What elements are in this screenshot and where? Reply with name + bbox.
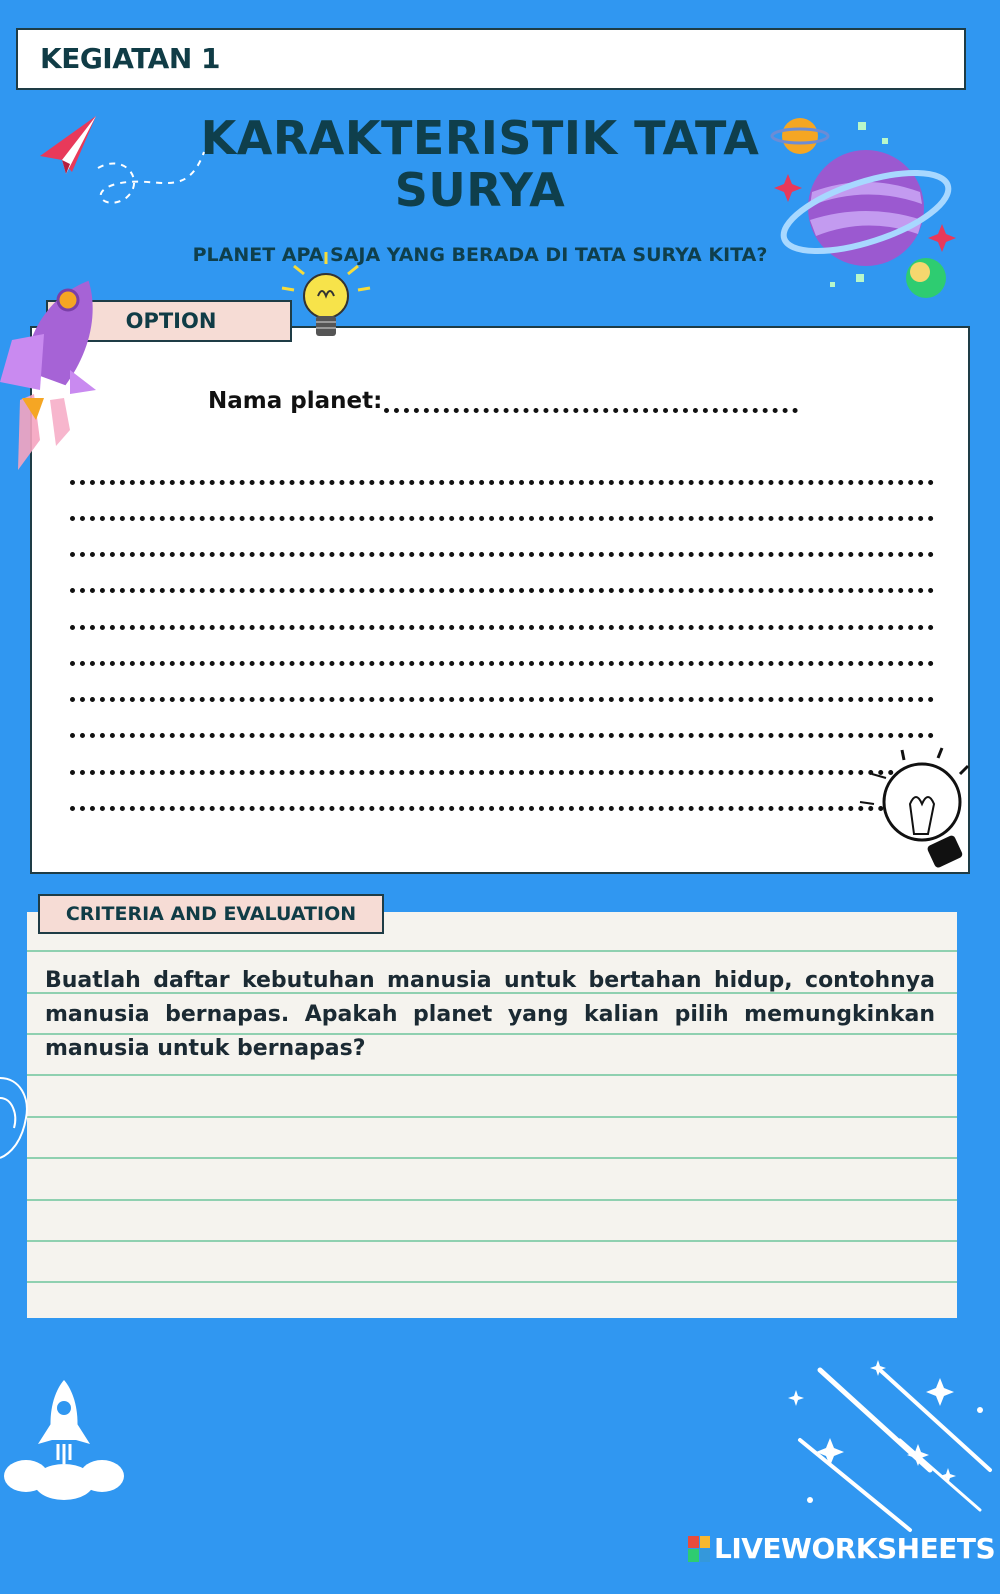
criteria-answer-area[interactable]: [45, 1072, 935, 1302]
paper-plane-icon: [36, 112, 216, 232]
answer-line[interactable]: [70, 806, 934, 811]
answer-line[interactable]: [70, 516, 934, 521]
header-bar: [16, 28, 966, 90]
criteria-tab: [38, 894, 384, 934]
title-line-1: KARAKTERISTIK TATA: [200, 111, 760, 165]
answer-line[interactable]: [70, 588, 934, 593]
answer-line[interactable]: [70, 552, 934, 557]
answer-line[interactable]: [70, 733, 934, 738]
liveworksheets-watermark: [688, 1532, 995, 1565]
criteria-panel: [27, 912, 957, 1318]
satellite-sketch-icon: [0, 1068, 32, 1168]
answer-line[interactable]: [70, 625, 934, 630]
activity-label: KEGIATAN 1: [40, 42, 220, 75]
planet-name-label: Nama planet:: [208, 388, 383, 414]
planet-name-input[interactable]: [384, 408, 798, 413]
answer-line[interactable]: [70, 661, 934, 666]
criteria-tab-label: CRITERIA AND EVALUATION: [65, 903, 357, 925]
criteria-prompt: Buatlah daftar kebutuhan manusia untuk bertahan hidup, contohnya manusia bernapas. Apakah planet yang kalian pilih memungkinkan manusia untuk bernapas?: [45, 968, 935, 1061]
answer-line[interactable]: [70, 697, 934, 702]
option-tab-label: OPTION: [125, 309, 217, 333]
planet-icon: [770, 112, 960, 302]
rocket-icon: [0, 270, 110, 490]
lightbulb-sketch-icon: [858, 746, 970, 874]
page-title: [200, 112, 760, 216]
title-line-2: SURYA: [394, 163, 566, 217]
question-subtitle: PLANET APA SAJA YANG BERADA DI TATA SURYA KITA?: [192, 244, 768, 266]
lightbulb-icon: [282, 252, 372, 348]
answer-line[interactable]: [70, 480, 934, 485]
option-panel: [30, 326, 970, 874]
rocket-launch-icon: [2, 1378, 126, 1502]
ruled-line: [27, 950, 957, 952]
watermark-text: LIVEWORKSHEETS: [714, 1532, 996, 1565]
answer-line[interactable]: [70, 770, 934, 775]
liveworksheets-logo-icon: [688, 1536, 710, 1562]
shooting-stars-icon: [780, 1350, 1000, 1540]
